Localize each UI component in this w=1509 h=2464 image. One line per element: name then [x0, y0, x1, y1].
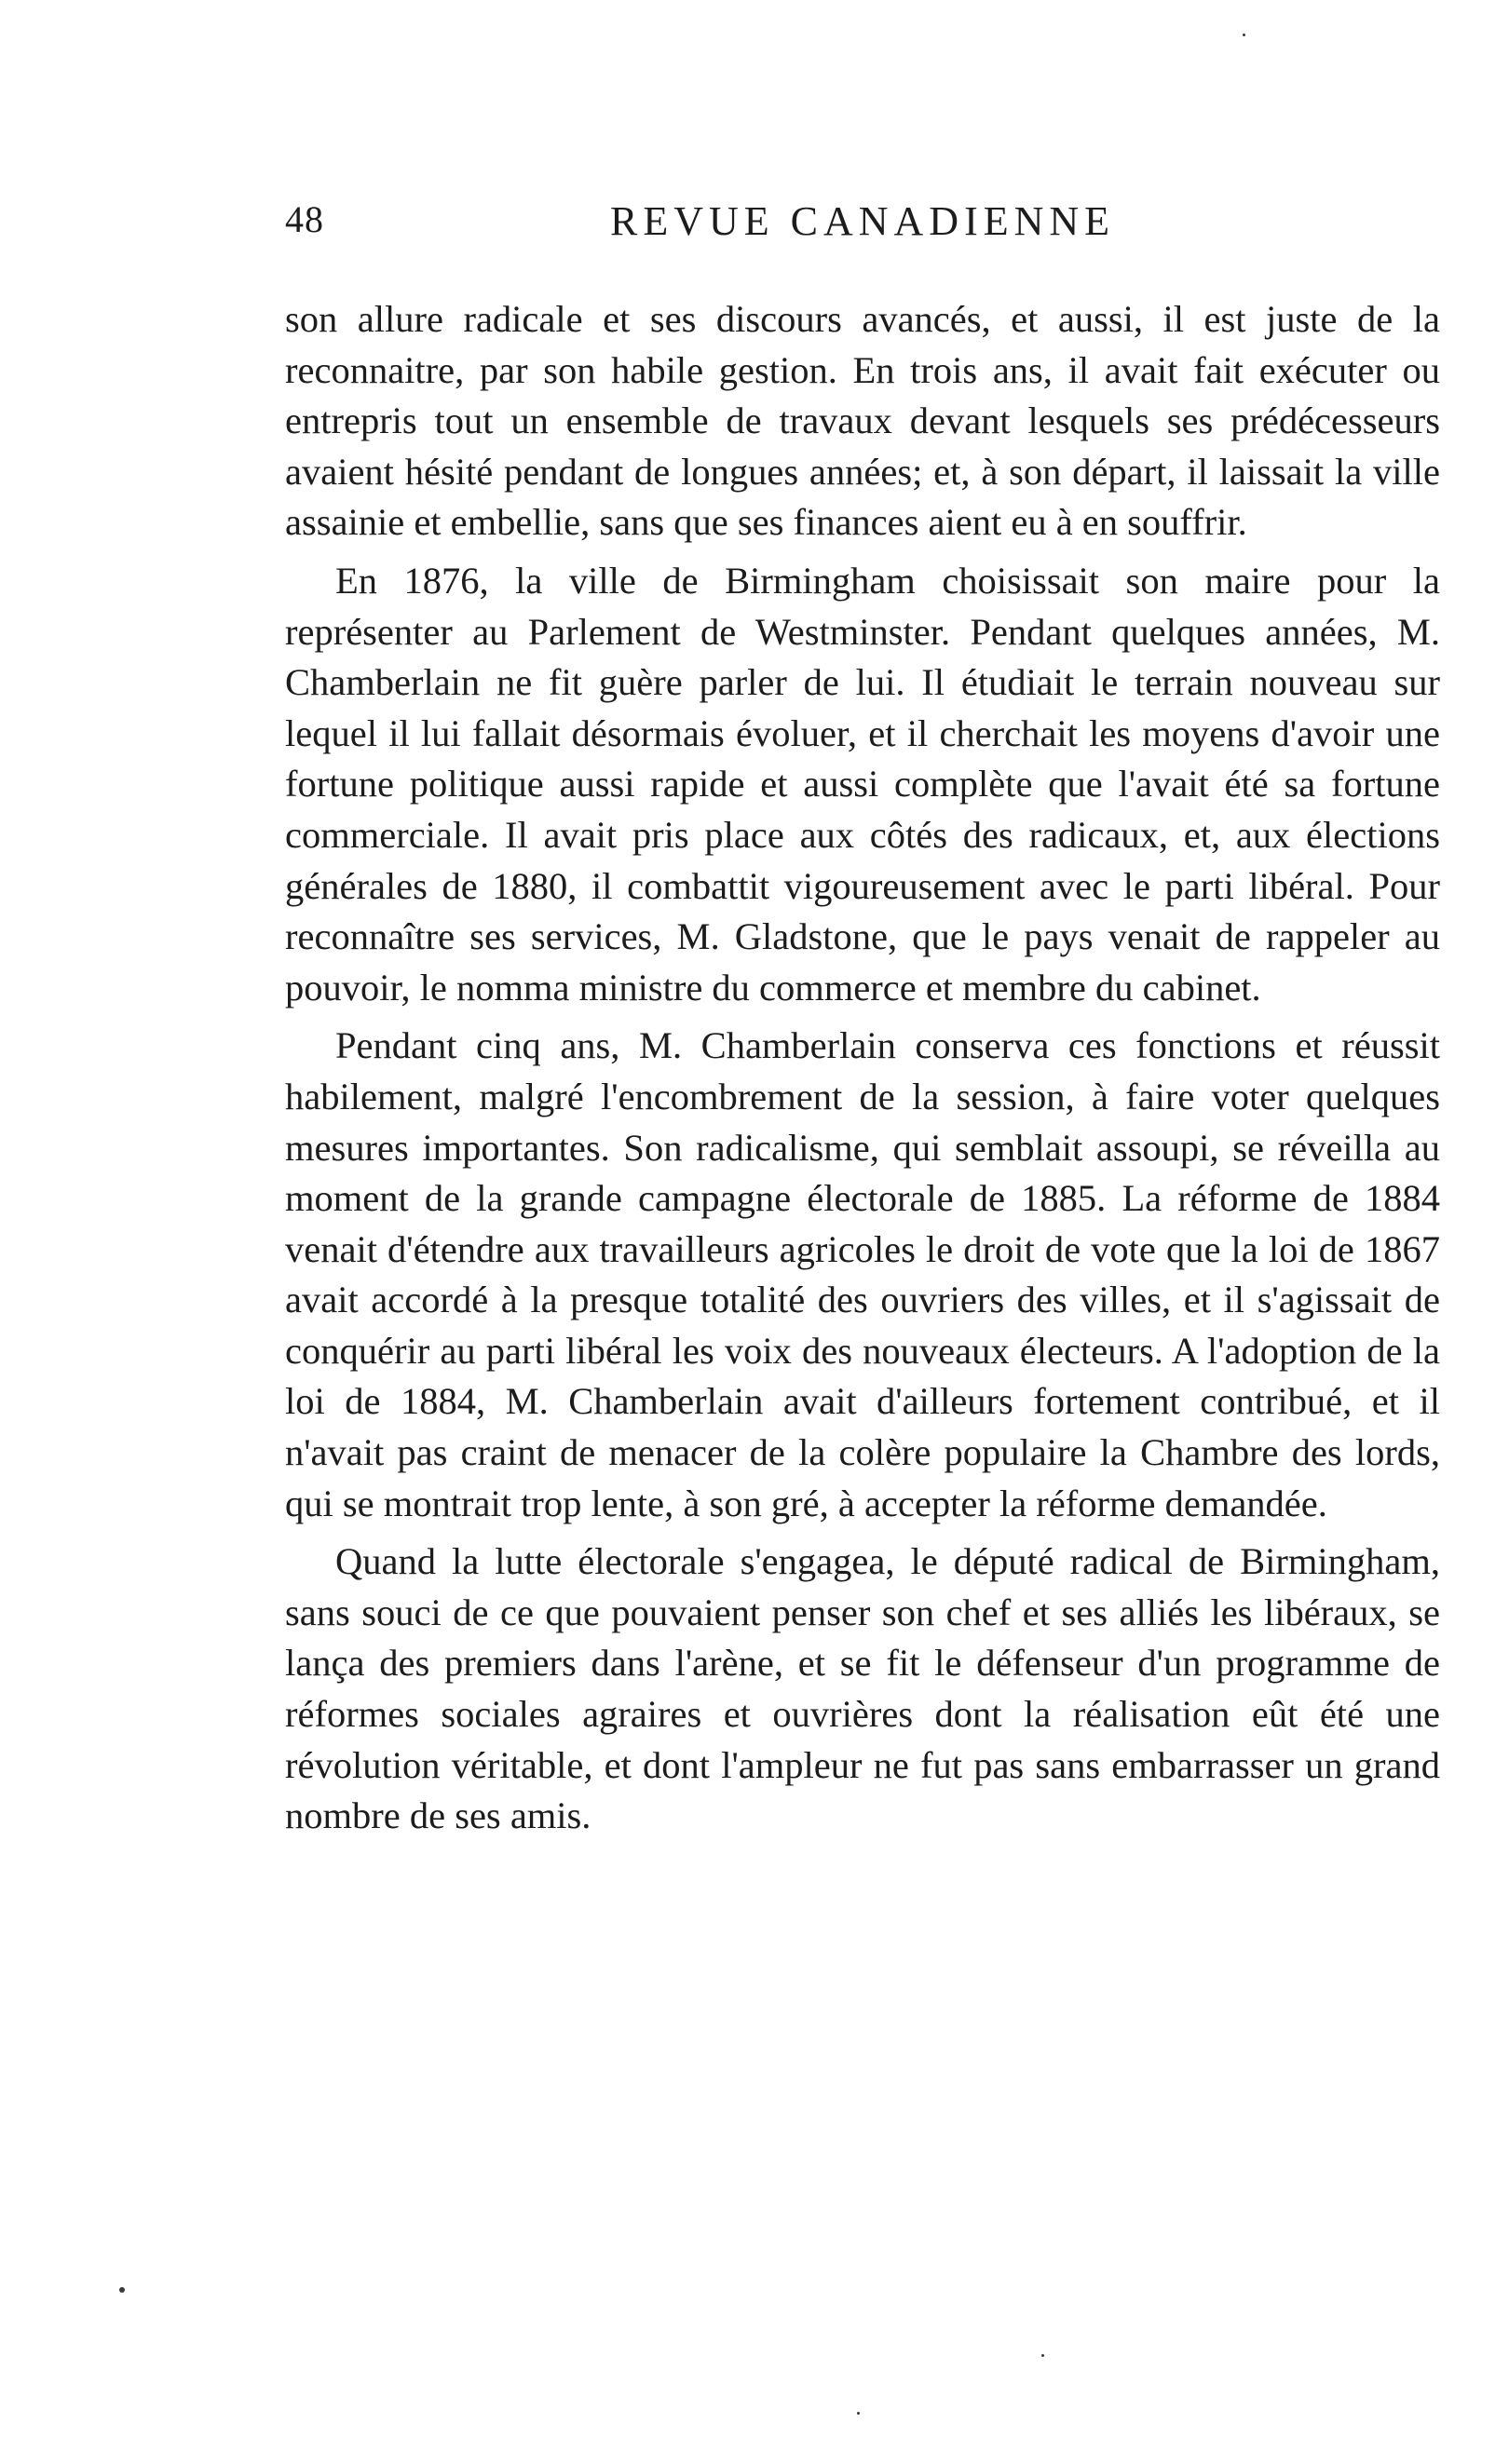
page-number: 48 — [285, 198, 324, 240]
running-title: REVUE CANADIENNE — [609, 198, 1116, 244]
scan-speck — [119, 2287, 125, 2293]
page-header — [285, 197, 1440, 253]
scan-speck — [1243, 34, 1245, 36]
paragraph: En 1876, la ville de Birmingham choisissait son maire pour la représenter au Parlement de Westminster. Pendant quelques années, M. Chamberlain ne fit guère parler de lui. Il étudiait le terrain nouveau sur lequel il lui fallait désormais évoluer, et il cherchait les moyens d'avoir une fortune politique aussi rapide et aussi complète que l'avait été sa fortune commerciale. Il avait pris place aux côtés des radicaux, et, aux élections générales de 1880, il combattit vigoureusement avec le parti libéral. Pour reconnaître ses services, M. Gladstone, que le pays venait de rappeler au pouvoir, le nomma ministre du commerce et membre du cabinet. — [285, 559, 1440, 1009]
scan-speck — [857, 2412, 860, 2415]
paragraph: son allure radicale et ses discours avancés, et aussi, il est juste de la reconnaitre, par son habile gestion. En trois ans, il avait fait exécuter ou entrepris tout un ensemble de travaux devant lesquels ses prédécesseurs avaient hésité pendant de longues années; et, à son départ, il laissait la ville assainie et embellie, sans que ses finances aient eu à en souffrir. — [285, 298, 1440, 544]
body-text — [285, 294, 1440, 1849]
paragraph: Quand la lutte électorale s'engagea, le député radical de Birmingham, sans souci de ce que pouvaient penser son chef et ses alliés les libéraux, se lança des premiers dans l'arène, et se fit le défenseur d'un programme de réformes sociales agraires et ouvrières dont la réalisation eût été une révolution véritable, et dont l'ampleur ne fut pas sans embarrasser un grand nombre de ses amis. — [285, 1540, 1440, 1837]
paragraph: Pendant cinq ans, M. Chamberlain conserva ces fonctions et réussit habilement, malgré l'encombrement de la session, à faire voter quelques mesures importantes. Son radicalisme, qui semblait assoupi, se réveilla au moment de la grande campagne électorale de 1885. La réforme de 1884 venait d'étendre aux travailleurs agricoles le droit de vote que la loi de 1867 avait accordé à la presque totalité des ouvriers des villes, et il s'agissait de conquérir au parti libéral les voix des nouveaux électeurs. A l'adoption de la loi de 1884, M. Chamberlain avait d'ailleurs fortement contribué, et il n'avait pas craint de menacer de la colère populaire la Chambre des lords, qui se montrait trop lente, à son gré, à accepter la réforme demandée. — [285, 1024, 1440, 1524]
scan-speck — [1041, 2354, 1044, 2357]
